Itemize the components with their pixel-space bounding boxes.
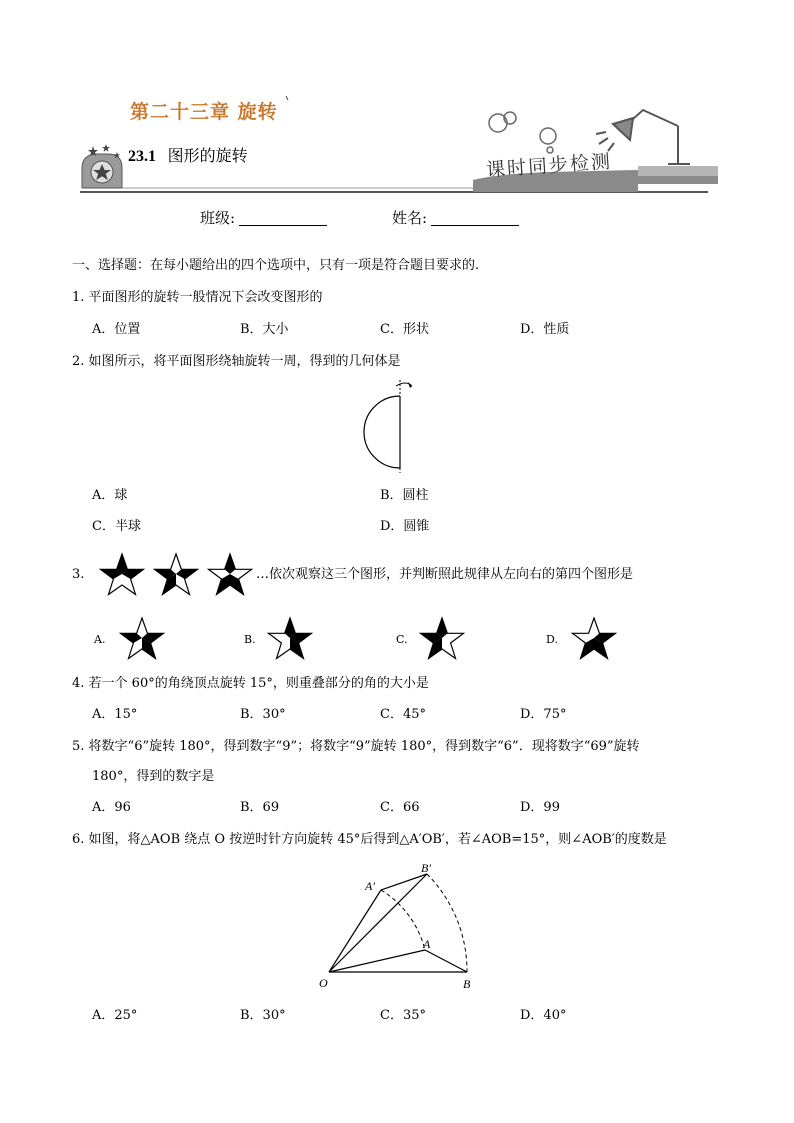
q2-option-c[interactable]: C．半球 bbox=[92, 519, 141, 534]
q5-option-d[interactable]: D．99 bbox=[520, 800, 560, 815]
question-6 bbox=[72, 832, 667, 848]
q4-option-b[interactable]: B．30° bbox=[240, 707, 286, 722]
section-instructions: 一、选择题：在每小题给出的四个选项中，只有一项是符合题目要求的. bbox=[72, 258, 480, 273]
question-text: 若一个 60°的角绕顶点旋转 15°，则重叠部分的角的大小是 bbox=[88, 676, 429, 691]
section-heading bbox=[128, 148, 248, 165]
label-a: A bbox=[423, 937, 431, 951]
question-text: 如图所示，将平面图形绕轴旋转一周，得到的几何体是 bbox=[88, 354, 401, 369]
q3-option-b[interactable]: B. bbox=[244, 633, 256, 646]
rotation-triangle-figure bbox=[315, 860, 485, 995]
q4-option-d[interactable]: D．75° bbox=[520, 707, 567, 722]
semicircle-axis-figure bbox=[360, 378, 420, 478]
q6-option-c[interactable]: C．35° bbox=[380, 1008, 426, 1023]
q3-option-c[interactable]: C. bbox=[396, 633, 408, 646]
q2-option-b[interactable]: B．圆柱 bbox=[380, 488, 429, 503]
q2-option-a[interactable]: A．球 bbox=[92, 488, 128, 503]
class-label: 班级: bbox=[200, 209, 236, 227]
question-3-number: 3. bbox=[72, 567, 85, 582]
q5-option-b[interactable]: B．69 bbox=[240, 800, 280, 815]
question-2 bbox=[72, 354, 401, 370]
name-label: 姓名: bbox=[392, 209, 428, 227]
question-number: 2. bbox=[72, 354, 85, 369]
star-options-figure bbox=[118, 616, 618, 662]
question-5 bbox=[72, 739, 640, 755]
q1-option-c[interactable]: C．形状 bbox=[380, 322, 429, 337]
q5-option-a[interactable]: A．96 bbox=[92, 800, 131, 815]
star-2-icon bbox=[155, 554, 198, 595]
class-field[interactable] bbox=[200, 210, 327, 226]
question-number: 1. bbox=[72, 290, 85, 305]
option-b-star-icon bbox=[269, 618, 312, 659]
star-1-icon bbox=[101, 554, 144, 595]
star-sequence-figure bbox=[98, 550, 258, 598]
q3-option-a[interactable]: A. bbox=[94, 633, 106, 646]
question-text: 平面图形的旋转一般情况下会改变图形的 bbox=[88, 290, 323, 305]
name-blank[interactable] bbox=[431, 211, 519, 226]
question-text: 如图，将△AOB 绕点 O 按逆时针方向旋转 45°后得到△A′OB′，若∠AOB=15°，则∠AOB′的度数是 bbox=[88, 832, 667, 847]
label-o: O bbox=[319, 976, 328, 990]
label-b: B bbox=[463, 977, 471, 991]
question-5-line2: 180°，得到的数字是 bbox=[92, 769, 215, 784]
question-number: 5. bbox=[72, 739, 85, 754]
star-badge-icon bbox=[82, 144, 122, 188]
question-number: 6. bbox=[72, 832, 85, 847]
question-text: 将数字“6”旋转 180°，得到数字“9”；将数字“9”旋转 180°，得到数字“6”．现将数字“69”旋转 bbox=[88, 739, 640, 754]
q1-option-a[interactable]: A．位置 bbox=[92, 322, 141, 337]
q1-option-b[interactable]: B．大小 bbox=[240, 322, 289, 337]
label-a-prime: A′ bbox=[365, 879, 375, 893]
option-c-star-icon bbox=[421, 618, 464, 659]
q6-option-b[interactable]: B．30° bbox=[240, 1008, 286, 1023]
q5-option-c[interactable]: C．66 bbox=[380, 800, 420, 815]
option-d-star-icon bbox=[573, 618, 616, 659]
chapter-title: 第二十三章 旋转 bbox=[130, 101, 278, 123]
q6-option-a[interactable]: A．25° bbox=[92, 1008, 138, 1023]
question-number: 4. bbox=[72, 676, 85, 691]
q2-option-d[interactable]: D．圆锥 bbox=[380, 519, 430, 534]
option-a-star-icon bbox=[121, 618, 164, 659]
label-b-prime: B′ bbox=[421, 861, 431, 875]
q1-option-d[interactable]: D．性质 bbox=[520, 322, 570, 337]
section-number: 23.1 bbox=[128, 148, 156, 165]
bubble-icons bbox=[489, 112, 556, 153]
q6-option-d[interactable]: D．40° bbox=[520, 1008, 567, 1023]
question-1 bbox=[72, 290, 323, 306]
name-field[interactable] bbox=[392, 210, 519, 226]
q4-option-a[interactable]: A．15° bbox=[92, 707, 138, 722]
q3-option-d[interactable]: D. bbox=[546, 633, 558, 646]
q4-option-c[interactable]: C．45° bbox=[380, 707, 426, 722]
star-3-icon bbox=[209, 554, 252, 595]
banner-text: 课时同步检测 bbox=[485, 150, 613, 182]
question-4 bbox=[72, 676, 429, 692]
question-3-text: …依次观察这三个图形，并判断照此规律从左向右的第四个图形是 bbox=[256, 567, 634, 582]
section-name: 图形的旋转 bbox=[167, 146, 248, 165]
class-blank[interactable] bbox=[239, 211, 327, 226]
